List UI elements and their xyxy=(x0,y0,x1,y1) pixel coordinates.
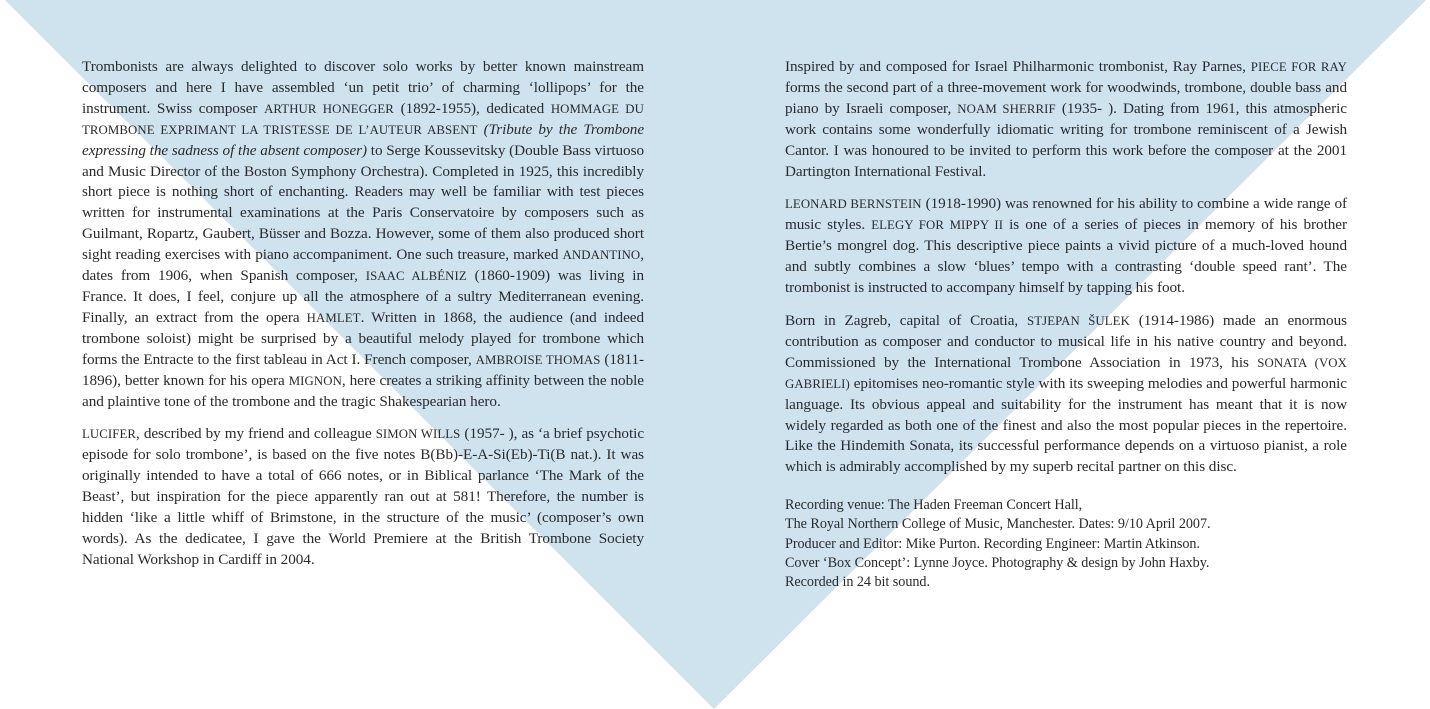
paragraph-bernstein xyxy=(785,194,1347,299)
body-text: (1935- ). Dating from 1961, this atmospheric work contains some wonderfully idiomatic writing for trombone reminiscent of a Jewish Cantor. I was honoured to be invited to perform this work before the composer at the 2001 Dartington International Festival. xyxy=(785,99,1347,180)
credit-line: Cover ‘Box Concept’: Lynne Joyce. Photography & design by John Haxby. xyxy=(785,554,1210,571)
paragraph-sulek xyxy=(785,311,1347,478)
title-name-smallcaps: ARTHUR HONEGGER xyxy=(264,101,394,116)
body-text: , described by my friend and colleague xyxy=(136,425,376,443)
title-name-smallcaps: PIECE FOR RAY xyxy=(1250,60,1347,74)
title-name-smallcaps: ANDANTINO xyxy=(562,248,641,263)
title-name-smallcaps: ELEGY FOR MIPPY II xyxy=(871,218,1004,233)
title-name-smallcaps: SONATA (VOX GABRIELI) xyxy=(785,355,1347,391)
body-text: (1918-1990) was renowned for his ability to combine a wide range of music styles. xyxy=(785,195,1348,234)
body-text: Trombonists are always delighted to discover solo works by better known mainstream composers and here I have assembled ‘un petit trio’ of charming ‘lollipops’ for the instrument. Swiss composer xyxy=(82,58,644,117)
title-name-smallcaps: NOAM SHERRIF xyxy=(957,101,1056,116)
paragraph-honegger-albeniz-thomas xyxy=(82,57,644,412)
title-name-smallcaps: MIGNON xyxy=(288,373,342,388)
paragraph-lucifer xyxy=(82,424,644,570)
recording-credits xyxy=(785,496,1347,592)
body-text: . Written in 1868, the audience (and indeed trombone soloist) might be surprised by a beautiful melody played for trombone which forms the Entracte to the first tableau in Act I. French composer, xyxy=(82,308,644,368)
title-name-smallcaps: LUCIFER xyxy=(82,427,137,442)
body-text: , here creates a striking affinity between the noble and plaintive tone of the trombone and the tragic Shakespearian hero. xyxy=(82,371,644,410)
body-text: Inspired by and composed for Israel Philharmonic trombonist, Ray Parnes, xyxy=(785,58,1251,75)
body-text: (1892-1955), dedicated xyxy=(393,99,551,117)
paragraph-piece-for-ray xyxy=(785,57,1347,182)
left-column xyxy=(82,57,644,583)
credit-line: The Royal Northern College of Music, Manchester. Dates: 9/10 April 2007. xyxy=(785,516,1211,533)
body-text: is one of a series of pieces in memory of his brother Bertie’s mongrel dog. This descriptive piece paints a vivid picture of a much-loved hound and subtly combines a slow ‘blues’ tempo with a contrasting ‘double speed rant’. The trombonist is instructed to accompany himself by tapping his foot. xyxy=(785,216,1347,297)
body-text: to Serge Koussevitsky (Double Bass virtuoso and Music Director of the Boston Symphony Orchestra). Completed in 1925, this incredibly short piece is nothing short of enchanting. Readers may well be familiar with test pieces written for instrumental examinations at the Paris Conservatoire by composers such as Guilmant, Ropartz, Gaubert, Büsser and Bozza. However, some of them also produced short sight reading exercises with piano accompaniment. One such treasure, marked xyxy=(82,141,644,264)
body-text: (1914-1986) made an enormous contribution as composer and conductor to musical life in his native country and beyond. Commissioned by the International Trombone Association in 1973, his xyxy=(785,311,1347,371)
title-name-smallcaps: AMBROISE THOMAS xyxy=(475,352,601,367)
title-name-smallcaps: SIMON WILLS xyxy=(375,427,461,442)
body-text: , dates from 1906, when Spanish composer, xyxy=(82,246,644,285)
title-name-smallcaps: HAMLET xyxy=(306,310,361,325)
title-name-smallcaps: HOMMAGE DU TROMBONE EXPRIMANT LA TRISTESSE DE L’AUTEUR ABSENT xyxy=(82,101,644,137)
body-text: (1811-1896), better known for his opera xyxy=(82,350,645,389)
body-text: (1860-1909) was living in France. It does, I feel, conjure up all the atmosphere of a sultry Mediterranean evening. Finally, an extract from the opera xyxy=(82,267,644,326)
italic-translation: (Tribute by the Trombone expressing the sadness of the absent composer) xyxy=(82,120,645,159)
title-name-smallcaps: ISAAC ALBÉNIZ xyxy=(365,269,467,284)
body-text: forms the second part of a three-movement work for woodwinds, trombone, double bass and piano by Israeli composer, xyxy=(785,78,1347,117)
right-column xyxy=(785,57,1347,592)
credit-line: Recorded in 24 bit sound. xyxy=(785,574,930,591)
title-name-smallcaps: STJEPAN ŠULEK xyxy=(1026,313,1130,328)
title-name-smallcaps: LEONARD BERNSTEIN xyxy=(785,197,922,212)
body-text: epitomises neo-romantic style with its sweeping melodies and powerful harmonic language. Its obvious appeal and suitability for the instrument has meant that it is now widely regarded as both one of the finest and also the most popular pieces in the repertoire. Like the Hindemith Sonata, its successful performance depends on a virtuoso pianist, a role which is admirably accomplished by my superb recital partner on this disc. xyxy=(785,374,1347,476)
body-text: (1957- ), as ‘a brief psychotic episode for solo trombone’, is based on the five notes B(Bb)-E-A-Si(Eb)-Ti(B nat.). It was originally intended to have a total of 666 notes, or in Biblical parlance ‘The Mark of the Beast’, but inspiration for the piece apparently ran out at 581! Therefore, the number is hidden ‘like a little whiff of Brimstone, in the structure of the music’ (composer’s own words). As the dedicatee, I gave the World Premiere at the British Trombone Society National Workshop in Cardiff in 2004. xyxy=(82,425,645,568)
body-text: Born in Zagreb, capital of Croatia, xyxy=(785,311,1027,329)
credit-line: Recording venue: The Haden Freeman Concert Hall, xyxy=(785,497,1083,514)
credit-line: Producer and Editor: Mike Purton. Recording Engineer: Martin Atkinson. xyxy=(785,535,1200,552)
